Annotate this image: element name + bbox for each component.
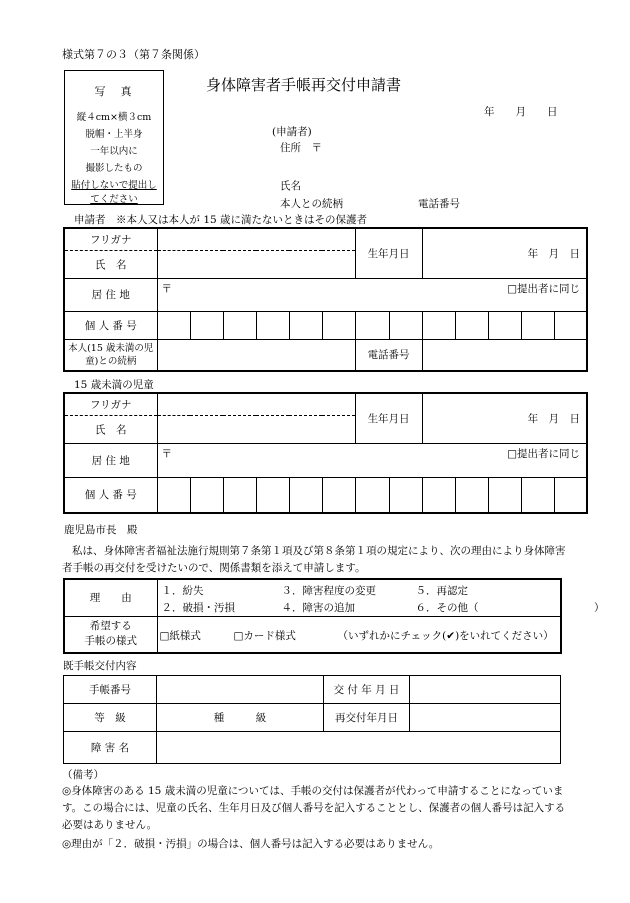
- phone-label: 電話番号: [355, 339, 422, 371]
- section1-heading: 申請者 ※本人又は本人が 15 歳に満たないときはその保護者: [74, 214, 368, 226]
- name-label: 氏 名: [64, 250, 157, 278]
- child-mynumber-digit[interactable]: [521, 477, 554, 513]
- photo-line: 脱帽・上半身: [85, 129, 143, 140]
- phone-field[interactable]: [422, 339, 587, 371]
- applicant-phone-label: 電話番号: [418, 198, 460, 210]
- style-label: [64, 616, 157, 653]
- disability-field[interactable]: [157, 732, 561, 764]
- reason-options: [157, 579, 605, 616]
- card-style-checkbox[interactable]: □カード様式: [233, 629, 296, 642]
- child-mynumber-digit[interactable]: [289, 477, 322, 513]
- existing-table: [63, 675, 561, 764]
- child-postal-mark: 〒: [161, 447, 172, 460]
- photo-title: 写 真: [94, 85, 134, 98]
- name-field[interactable]: [157, 250, 355, 278]
- child-mynumber-label: 個 人 番 号: [64, 477, 157, 513]
- remarks-heading: （備考）: [62, 769, 104, 781]
- photo-note: 貼付しないで提出し: [71, 180, 157, 191]
- style-note: （いずれかにチェック(✔)をいれてください）: [337, 629, 554, 642]
- furigana-label: フリガナ: [64, 228, 157, 250]
- same-as-submitter-checkbox[interactable]: □提出者に同じ: [507, 282, 581, 295]
- grade-label: 等 級: [64, 704, 157, 732]
- child-mynumber-digit[interactable]: [322, 477, 355, 513]
- applicant-relation-label: 本人との続柄: [280, 198, 343, 210]
- child-residence-label: 居 住 地: [64, 443, 157, 477]
- recipient: 鹿児島市長 殿: [64, 524, 138, 536]
- furigana-field[interactable]: [157, 228, 355, 250]
- postal-mark: 〒: [161, 282, 172, 295]
- section2-heading: 15 歳未満の児童: [74, 379, 154, 391]
- mynumber-digit[interactable]: [389, 311, 422, 339]
- child-mynumber-digit[interactable]: [157, 477, 190, 513]
- issue-date-field[interactable]: [410, 676, 561, 704]
- child-birth-label: 生年月日: [355, 393, 422, 443]
- child-residence-field[interactable]: [157, 443, 587, 477]
- style-options: [157, 616, 561, 653]
- reason-table: [63, 578, 605, 654]
- photo-note: てください: [90, 194, 138, 205]
- remark-1: ◎身体障害のある 15 歳未満の児童については、手帳の交付は保護者が代わって申請することになっています。この場合には、児童の氏名、生年月日及び個人番号を記入することとし、保護者の個人番号は記入する必要はありません。: [62, 785, 566, 831]
- mynumber-label: 個 人 番 号: [64, 311, 157, 339]
- residence-field[interactable]: [157, 278, 587, 311]
- relation-field[interactable]: [157, 339, 355, 371]
- child-furigana-label: フリガナ: [64, 393, 157, 415]
- applicant-heading: (申請者): [272, 126, 312, 138]
- book-no-field[interactable]: [157, 676, 324, 704]
- reason-option-lost[interactable]: １．紛失: [161, 585, 204, 597]
- style-label-line2: 手帳の様式: [84, 635, 137, 648]
- child-mynumber-digit[interactable]: [455, 477, 488, 513]
- disability-label: 障 害 名: [64, 732, 157, 764]
- reason-option-other[interactable]: ６．その他（ ）: [415, 602, 605, 614]
- mynumber-digit[interactable]: [521, 311, 554, 339]
- style-label-line1: 希望する: [89, 620, 132, 633]
- reissue-date-field[interactable]: [410, 704, 561, 732]
- child-mynumber-digit[interactable]: [256, 477, 289, 513]
- mynumber-digit[interactable]: [355, 311, 389, 339]
- paper-style-checkbox[interactable]: □紙様式: [159, 629, 201, 642]
- reason-option-degree-change[interactable]: ３．障害程度の変更: [281, 585, 376, 597]
- book-no-label: 手帳番号: [64, 676, 157, 704]
- mynumber-digit[interactable]: [190, 311, 223, 339]
- child-mynumber-digit[interactable]: [389, 477, 422, 513]
- photo-line: 縦４cm×横３cm: [76, 112, 152, 123]
- child-mynumber-digit[interactable]: [190, 477, 223, 513]
- remark-2: ◎理由が「２．破損・汚損」の場合は、個人番号は記入する必要はありません。: [62, 838, 440, 850]
- applicant-table: [63, 227, 588, 372]
- child-mynumber-digit[interactable]: [223, 477, 256, 513]
- child-mynumber-digit[interactable]: [422, 477, 455, 513]
- mynumber-digit[interactable]: [554, 311, 587, 339]
- body-text: 私は、身体障害者福祉法施行規則第７条第１項及び第８条第１項の規定により、次の理由により身体障害者手帳の再交付を受けたいので、関係書類を添えて申請します。: [62, 545, 566, 574]
- mynumber-digit[interactable]: [455, 311, 488, 339]
- issue-date-label: 交 付 年 月 日: [324, 676, 410, 704]
- birth-label: 生年月日: [355, 228, 422, 278]
- child-table: [63, 392, 588, 514]
- mynumber-digit[interactable]: [322, 311, 355, 339]
- child-name-label: 氏 名: [64, 415, 157, 443]
- mynumber-digit[interactable]: [256, 311, 289, 339]
- photo-box: [64, 70, 164, 205]
- mynumber-digit[interactable]: [488, 311, 521, 339]
- applicant-name-label: 氏名: [280, 180, 301, 192]
- child-mynumber-digit[interactable]: [355, 477, 389, 513]
- relation-label: 本人(15 歳未満の児童)との続柄: [64, 339, 157, 371]
- reason-option-recertification[interactable]: ５．再認定: [415, 585, 468, 597]
- residence-label: 居 住 地: [64, 278, 157, 311]
- child-same-as-submitter-checkbox[interactable]: □提出者に同じ: [507, 447, 581, 460]
- mynumber-digit[interactable]: [157, 311, 190, 339]
- date-line: 年 月 日: [484, 106, 558, 118]
- child-furigana-field[interactable]: [157, 393, 355, 415]
- reason-option-damaged[interactable]: ２．破損・汚損: [161, 602, 235, 614]
- form-title: 身体障害者手帳再交付申請書: [206, 76, 402, 94]
- photo-line: 撮影したもの: [85, 163, 143, 174]
- child-birth-field[interactable]: 年 月 日: [422, 393, 587, 443]
- birth-field[interactable]: 年 月 日: [422, 228, 587, 278]
- form-number: 様式第７の３（第７条関係）: [62, 48, 205, 61]
- mynumber-digit[interactable]: [422, 311, 455, 339]
- applicant-address-label: 住所 〒: [280, 142, 322, 154]
- reason-option-addition[interactable]: ４．障害の追加: [281, 602, 355, 614]
- mynumber-digit[interactable]: [289, 311, 322, 339]
- existing-heading: 既手帳交付内容: [63, 660, 137, 672]
- reason-label: 理 由: [64, 579, 157, 616]
- type-grade-field[interactable]: 種 級: [157, 704, 324, 732]
- child-name-field[interactable]: [157, 415, 355, 443]
- mynumber-digit[interactable]: [223, 311, 256, 339]
- child-mynumber-digit[interactable]: [488, 477, 521, 513]
- photo-line: 一年以内に: [90, 146, 138, 157]
- reissue-date-label: 再交付年月日: [324, 704, 410, 732]
- child-mynumber-digit[interactable]: [554, 477, 587, 513]
